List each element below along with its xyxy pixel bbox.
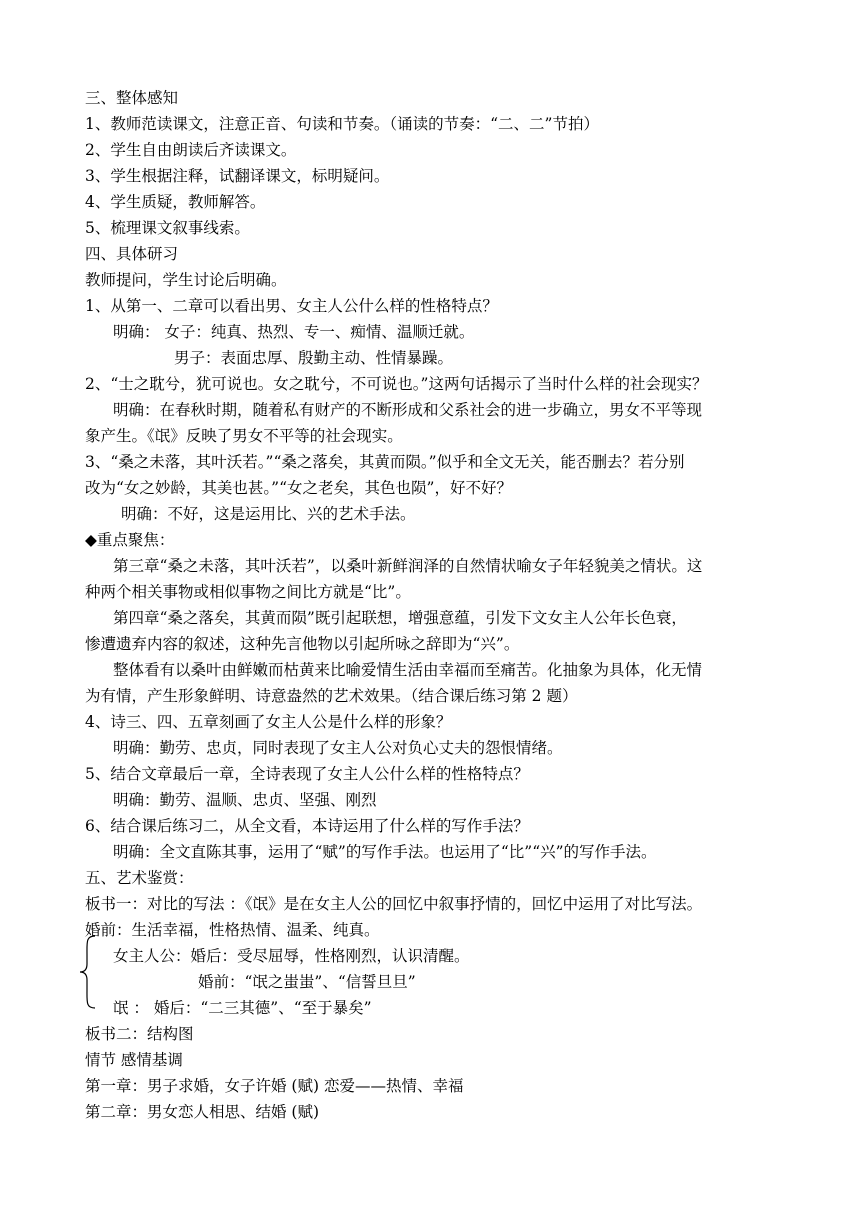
text-line: 情节 感情基调 (85, 1051, 183, 1069)
text-line: 板书二：结构图 (85, 1025, 194, 1043)
text-line: 整体看有以桑叶由鲜嫩而枯黄来比喻爱情生活由幸福而至痛苦。化抽象为具体，化无情 (113, 661, 703, 679)
text-line: 2、学生自由朗读后齐读课文。 (85, 141, 297, 159)
text-line: 明确：全文直陈其事，运用了“赋”的写作手法。也运用了“比”“兴”的写作手法。 (113, 843, 657, 861)
text-line: 婚前：“氓之蚩蚩”、“信誓旦旦” (198, 973, 416, 991)
text-line: 第三章“桑之未落，其叶沃若”，以桑叶新鲜润泽的自然情状喻女子年轻貌美之情状。这 (113, 557, 703, 575)
text-line: 2、“士之耽兮，犹可说也。女之耽兮，不可说也。”这两句话揭示了当时什么样的社会现实？ (85, 375, 708, 393)
text-line: 改为“女之妙龄，其美也甚。”“女之老矣，其色也陨”，好不好？ (85, 479, 512, 497)
text-line: 第一章：男子求婚，女子许婚 (赋) 恋爱——热情、幸福 (85, 1077, 464, 1095)
text-line: 男子：表面忠厚、殷勤主动、性情暴躁。 (174, 349, 454, 367)
text-line: 板书一：对比的写法 ：《氓》是在女主人公的回忆中叙事抒情的，回忆中运用了对比写法。 (85, 895, 703, 913)
text-line: 明确：在春秋时期，随着私有财产的不断形成和父系社会的进一步确立，男女不平等现 (113, 401, 703, 419)
text-line: 明确：勤劳、忠贞，同时表现了女主人公对负心丈夫的怨恨情绪。 (113, 739, 563, 757)
text-line: 4、诗三、四、五章刻画了女主人公是什么样的形象？ (85, 713, 452, 731)
text-line: 第二章：男女恋人相思、结婚 (赋) (85, 1103, 320, 1121)
text-line: 教师提问，学生讨论后明确。 (85, 271, 287, 289)
text-line: 氓 ： 婚后：“二三其德”、“至于暴矣” (113, 999, 372, 1017)
section-heading: 三、整体感知 (85, 89, 179, 107)
text-line: 惨遭遗弃内容的叙述，这种先言他物以引起所咏之辞即为“兴”。 (85, 635, 520, 653)
text-line: 3、“桑之未落，其叶沃若。”“桑之落矣，其黄而陨。”似乎和全文无关，能否删去？若分别 (85, 453, 685, 471)
text-line: 为有情，产生形象鲜明、诗意盎然的艺术效果。（结合课后练习第 2 题） (85, 687, 578, 705)
text-line: 1、从第一、二章可以看出男、女主人公什么样的性格特点？ (85, 297, 498, 315)
text-line: 5、结合文章最后一章，全诗表现了女主人公什么样的性格特点？ (85, 765, 529, 783)
text-line: 4、学生质疑，教师解答。 (85, 193, 266, 211)
text-line: 种两个相关事物或相似事物之间比方就是“比”。 (85, 583, 411, 601)
section-heading: 五、艺术鉴赏： (85, 869, 194, 887)
text-line: 婚前：生活幸福，性格热情、温柔、纯真。 (85, 921, 380, 939)
section-heading: 四、具体研习 (85, 245, 179, 263)
text-line: 6、结合课后练习二，从全文看，本诗运用了什么样的写作手法？ (85, 817, 529, 835)
text-line: 1、教师范读课文，注意正音、句读和节奏。（诵读的节奏：“二、二”节拍） (85, 115, 599, 133)
text-line: 明确：勤劳、温顺、忠贞、坚强、刚烈 (113, 791, 377, 809)
curly-brace-icon (78, 934, 98, 1010)
focus-heading: ◆重点聚焦： (85, 531, 175, 549)
text-line: 明确： 女子：纯真、热烈、专一、痴情、温顺迁就。 (113, 323, 475, 341)
text-line: 5、梳理课文叙事线索。 (85, 219, 250, 237)
text-line: 3、学生根据注释，试翻译课文，标明疑问。 (85, 167, 390, 185)
text-line: 女主人公：婚后：受尽屈辱，性格刚烈，认识清醒。 (113, 947, 470, 965)
text-line: 明确：不好，这是运用比、兴的艺术手法。 (121, 505, 416, 523)
text-line: 象产生。《氓》反映了男女不平等的社会现实。 (85, 427, 403, 445)
text-line: 第四章“桑之落矣，其黄而陨”既引起联想，增强意蕴，引发下文女主人公年长色衰， (113, 609, 687, 627)
